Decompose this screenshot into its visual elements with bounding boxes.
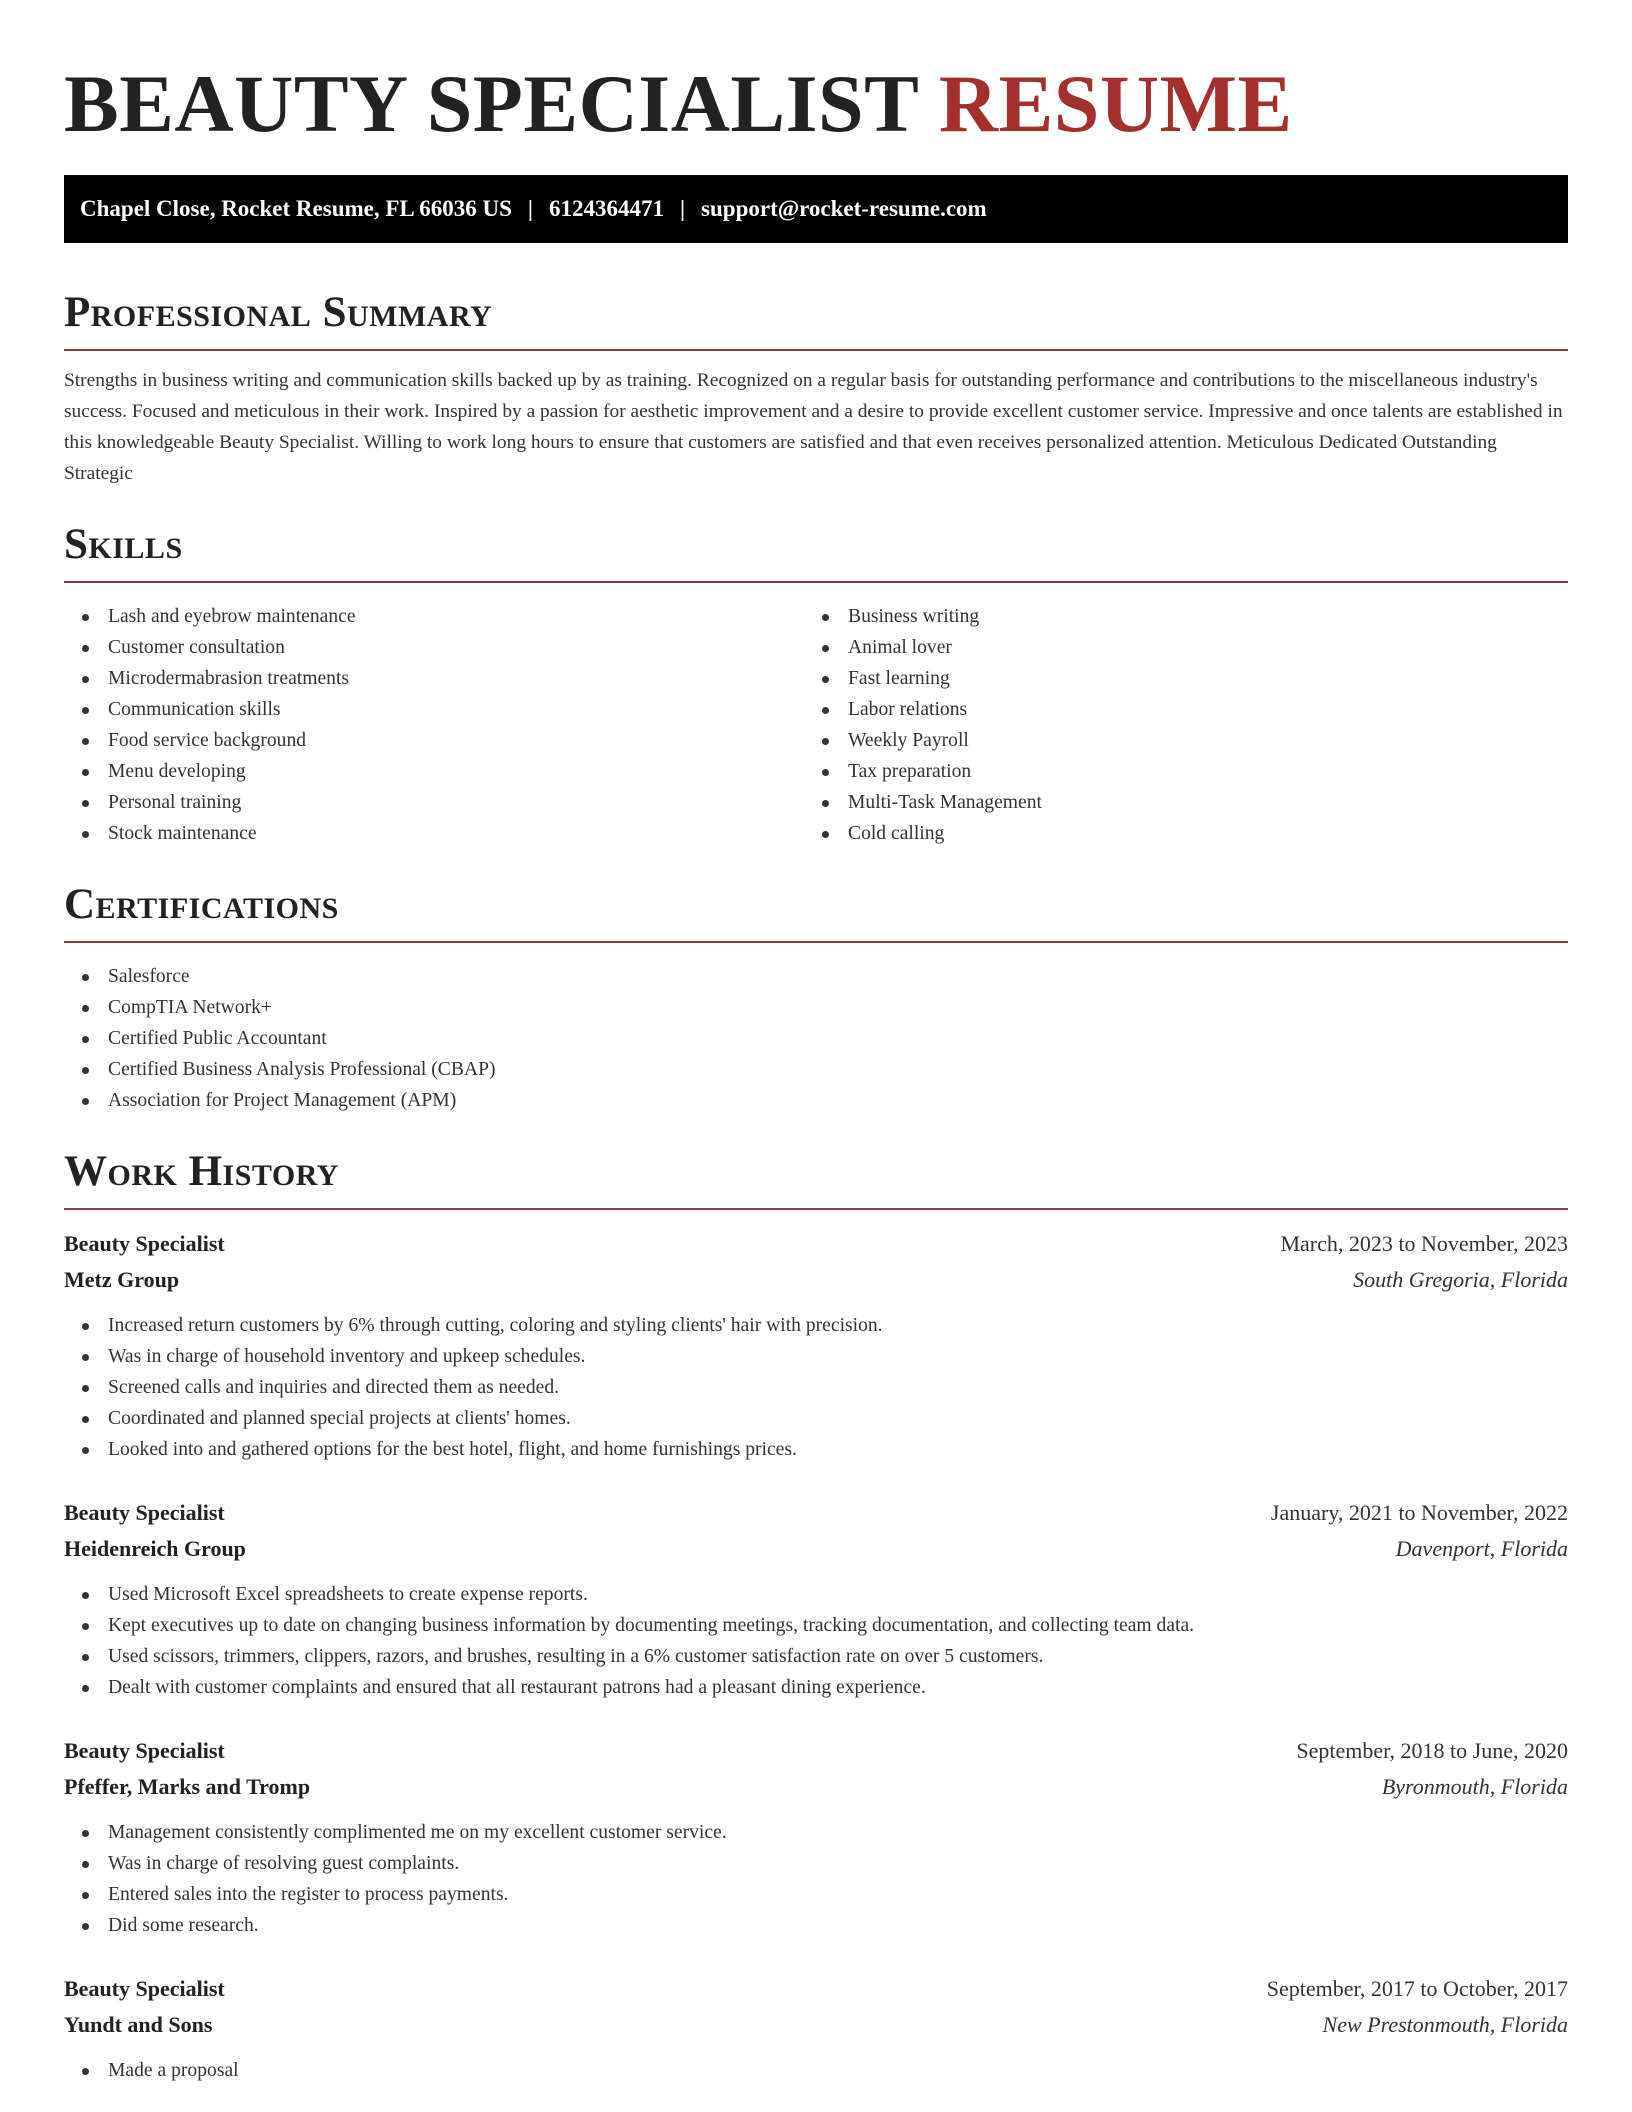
job-company: Heidenreich Group: [64, 1536, 246, 1561]
job-subheader: [64, 1531, 1568, 1567]
skill-item: Menu developing: [64, 756, 804, 787]
job-entry: [64, 1226, 1568, 1465]
section-divider: [64, 581, 1568, 583]
job-bullets: [64, 1579, 1568, 1703]
job-bullet: Used scissors, trimmers, clippers, razors, and brushes, resulting in a 6% customer satisfaction rate on over 5 customers.: [64, 1641, 1568, 1672]
skill-item: Cold calling: [804, 818, 1544, 849]
section-title-work-history: Work History: [64, 1148, 339, 1195]
skill-item: Multi-Task Management: [804, 787, 1544, 818]
skill-item: Tax preparation: [804, 756, 1544, 787]
job-bullet: Did some research.: [64, 1910, 1568, 1941]
job-bullet: Used Microsoft Excel spreadsheets to create expense reports.: [64, 1579, 1568, 1610]
section-divider: [64, 349, 1568, 351]
certification-item: Salesforce: [64, 961, 1568, 992]
title-accent: RESUME: [938, 58, 1293, 149]
job-bullet: Increased return customers by 6% through cutting, coloring and styling clients' hair with precision.: [64, 1310, 1568, 1341]
job-bullet: Kept executives up to date on changing business information by documenting meetings, tracking documentation, and collecting team data.: [64, 1610, 1568, 1641]
skills-list-left: [64, 601, 804, 849]
certifications-list: [64, 961, 1568, 1116]
section-title-certifications: Certifications: [64, 881, 339, 928]
skills-list-right: [804, 601, 1544, 849]
job-title: Beauty Specialist: [64, 1738, 225, 1763]
job-bullet: Screened calls and inquiries and directed them as needed.: [64, 1372, 1568, 1403]
job-header: [64, 1733, 1568, 1769]
summary-text: Strengths in business writing and communication skills backed up by as training. Recognized on a regular basis for outstanding performance and contributions to the miscellaneous industry's success. Focused and meticulous in their work. Inspired by a passion for aesthetic improvement and a desire to provide excellent customer service. Impressive and once talents are established in this knowledgeable Beauty Specialist. Willing to work long hours to ensure that customers are satisfied and that even receives personalized attention. Meticulous Dedicated Outstanding Strategic: [64, 370, 1563, 484]
skill-item: Stock maintenance: [64, 818, 804, 849]
job-bullets: [64, 1310, 1568, 1465]
skill-item: Fast learning: [804, 663, 1544, 694]
job-dates: September, 2017 to October, 2017: [1266, 1976, 1568, 2001]
skill-item: Weekly Payroll: [804, 725, 1544, 756]
job-entry: [64, 1971, 1568, 2086]
job-title: Beauty Specialist: [64, 1231, 225, 1256]
contact-separator: |: [527, 196, 533, 221]
contact-separator: |: [679, 196, 686, 221]
job-subheader: [64, 1262, 1568, 1298]
skill-item: Animal lover: [804, 632, 1544, 663]
contact-email: support@rocket-resume.com: [701, 196, 987, 221]
job-entry: [64, 1733, 1568, 1941]
job-bullet: Made a proposal: [64, 2055, 1568, 2086]
certification-item: Certified Public Accountant: [64, 1023, 1568, 1054]
title-main: BEAUTY SPECIALIST: [64, 58, 918, 149]
certification-item: Association for Project Management (APM): [64, 1085, 1568, 1116]
job-location: New Prestonmouth, Florida: [1322, 2012, 1568, 2037]
job-bullets: [64, 1817, 1568, 1941]
job-bullet: Dealt with customer complaints and ensured that all restaurant patrons had a pleasant dining experience.: [64, 1672, 1568, 1703]
job-bullet: Looked into and gathered options for the best hotel, flight, and home furnishings prices.: [64, 1434, 1568, 1465]
job-location: Byronmouth, Florida: [1381, 1774, 1568, 1799]
job-subheader: [64, 1769, 1568, 1805]
job-header: [64, 1495, 1568, 1531]
skills-grid: [64, 601, 1568, 849]
job-title: Beauty Specialist: [64, 1976, 225, 2001]
resume-page: [64, 0, 1568, 2086]
job-dates: January, 2021 to November, 2022: [1270, 1500, 1568, 1525]
job-bullet: Management consistently complimented me on my excellent customer service.: [64, 1817, 1568, 1848]
job-subheader: [64, 2007, 1568, 2043]
section-divider: [64, 941, 1568, 943]
skill-item: Microdermabrasion treatments: [64, 663, 804, 694]
job-location: Davenport, Florida: [1395, 1536, 1568, 1561]
job-company: Metz Group: [64, 1267, 180, 1292]
certifications-section: [64, 879, 1568, 1116]
section-title-summary: Professional Summary: [64, 289, 493, 336]
skill-item: Customer consultation: [64, 632, 804, 663]
skill-item: Lash and eyebrow maintenance: [64, 601, 804, 632]
job-header: [64, 1226, 1568, 1262]
job-dates: September, 2018 to June, 2020: [1296, 1738, 1568, 1763]
work-history-section: [64, 1146, 1568, 2086]
certification-item: Certified Business Analysis Professional (CBAP): [64, 1054, 1568, 1085]
job-dates: March, 2023 to November, 2023: [1280, 1231, 1568, 1256]
skill-item: Communication skills: [64, 694, 804, 725]
section-title-skills: Skills: [64, 521, 183, 568]
job-bullet: Coordinated and planned special projects at clients' homes.: [64, 1403, 1568, 1434]
job-bullet: Was in charge of household inventory and upkeep schedules.: [64, 1341, 1568, 1372]
job-bullet: Entered sales into the register to process payments.: [64, 1879, 1568, 1910]
certification-item: CompTIA Network+: [64, 992, 1568, 1023]
job-header: [64, 1971, 1568, 2007]
section-divider: [64, 1208, 1568, 1210]
contact-address: Chapel Close, Rocket Resume, FL 66036 US: [80, 196, 512, 221]
job-title: Beauty Specialist: [64, 1500, 225, 1525]
job-bullet: Was in charge of resolving guest complaints.: [64, 1848, 1568, 1879]
job-company: Pfeffer, Marks and Tromp: [64, 1774, 311, 1799]
job-bullets: [64, 2055, 1568, 2086]
skills-section: [64, 519, 1568, 849]
contact-phone: 6124364471: [548, 196, 664, 221]
skill-item: Business writing: [804, 601, 1544, 632]
contact-bar: [64, 175, 1568, 243]
job-company: Yundt and Sons: [64, 2012, 213, 2037]
summary-section: [64, 287, 1568, 489]
skill-item: Food service background: [64, 725, 804, 756]
job-location: South Gregoria, Florida: [1353, 1267, 1568, 1292]
job-entry: [64, 1495, 1568, 1703]
skill-item: Personal training: [64, 787, 804, 818]
resume-title: [64, 56, 1568, 152]
skill-item: Labor relations: [804, 694, 1544, 725]
